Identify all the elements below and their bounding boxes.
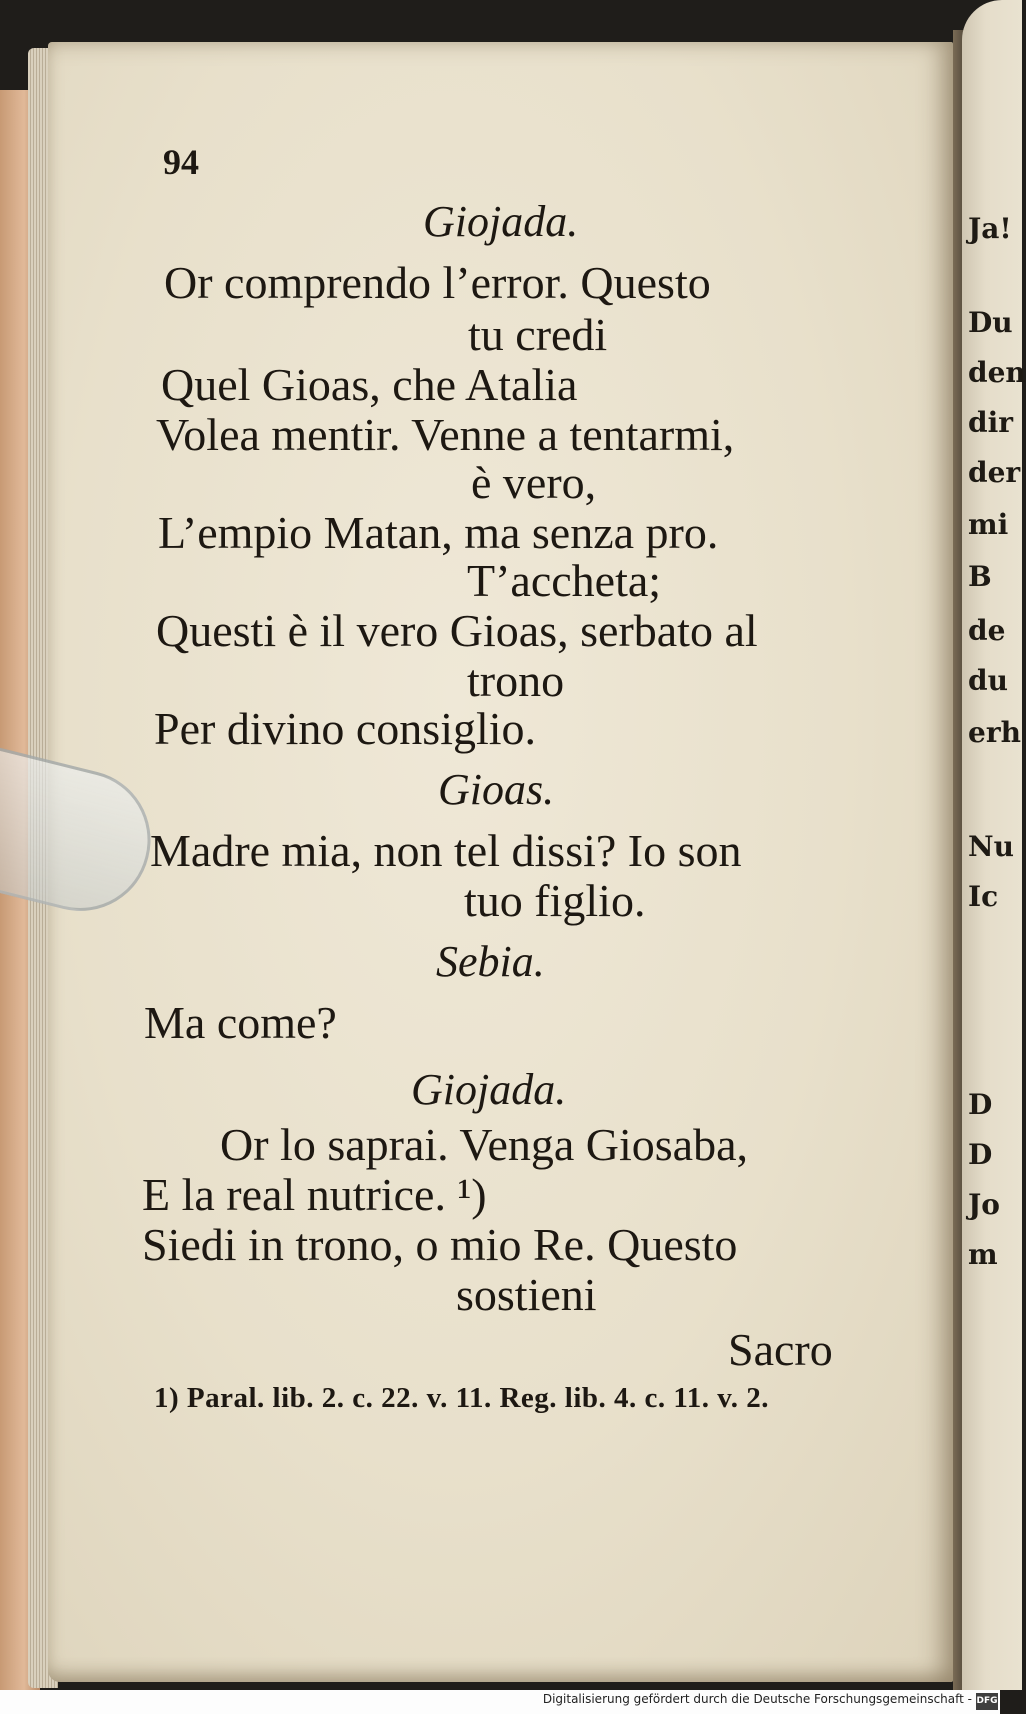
facing-page-fragment: Nu — [968, 830, 1014, 863]
footnote: 1) Paral. lib. 2. c. 22. v. 11. Reg. lib. 4. c. 11. v. 2. — [154, 1382, 769, 1414]
facing-page-fragment: m — [968, 1238, 998, 1271]
facing-page-fragment: mi — [968, 508, 1009, 541]
facing-page-fragment: den — [968, 356, 1026, 389]
facing-page-fragment: D — [968, 1088, 993, 1121]
facing-page-fragment: dir — [968, 406, 1013, 439]
verse-line: tu credi — [468, 309, 608, 360]
speaker-heading: Gioas. — [438, 765, 555, 814]
catchword: Sacro — [728, 1324, 833, 1375]
verse-line: è vero, — [471, 457, 597, 508]
page-number: 94 — [163, 142, 199, 182]
facing-page-fragment: Du — [968, 306, 1013, 339]
facing-page-fragment: du — [968, 664, 1008, 697]
verse-line: Or lo saprai. Venga Giosaba, — [220, 1119, 749, 1170]
verse-line: Ma come? — [144, 997, 337, 1048]
verse-line: Madre mia, non tel dissi? Io son — [150, 825, 742, 876]
verse-line: Questi è il vero Gioas, serbato al — [156, 605, 758, 656]
facing-page-fragment: Jo — [968, 1188, 1000, 1221]
verse-line: Siedi in trono, o mio Re. Questo — [142, 1219, 738, 1270]
facing-page-fragment: de — [968, 614, 1006, 647]
verse-line: L’empio Matan, ma senza pro. — [158, 507, 719, 558]
funding-credit: Digitalisierung gefördert durch die Deutsche Forschungsgemeinschaft - — [542, 1692, 972, 1706]
verse-line: E la real nutrice. ¹) — [142, 1169, 487, 1220]
facing-page-fragment: erh — [968, 716, 1021, 749]
speaker-heading: Sebia. — [436, 937, 545, 986]
dfg-logo: DFG — [976, 1693, 998, 1710]
verse-line: sostieni — [456, 1269, 597, 1320]
verse-line: Volea mentir. Venne a tentarmi, — [156, 409, 735, 460]
verse-line: T’accheta; — [467, 555, 662, 606]
book-page — [48, 42, 953, 1682]
speaker-heading: Giojada. — [423, 197, 579, 246]
speaker-heading: Giojada. — [411, 1065, 567, 1114]
facing-page-fragment: Ic — [968, 880, 999, 913]
facing-page-edge — [962, 0, 1026, 1690]
verse-line: Quel Gioas, che Atalia — [161, 359, 578, 410]
verse-line: tuo figlio. — [464, 875, 646, 926]
verse-line: trono — [467, 655, 565, 706]
facing-page-fragment: B — [968, 560, 992, 593]
facing-page-fragment: Ja! — [968, 212, 1012, 245]
facing-page-fragment: D — [968, 1138, 993, 1171]
facing-page-fragment: der — [968, 456, 1021, 489]
verse-line: Per divino consiglio. — [154, 703, 537, 754]
verse-line: Or comprendo l’error. Questo — [164, 257, 711, 308]
